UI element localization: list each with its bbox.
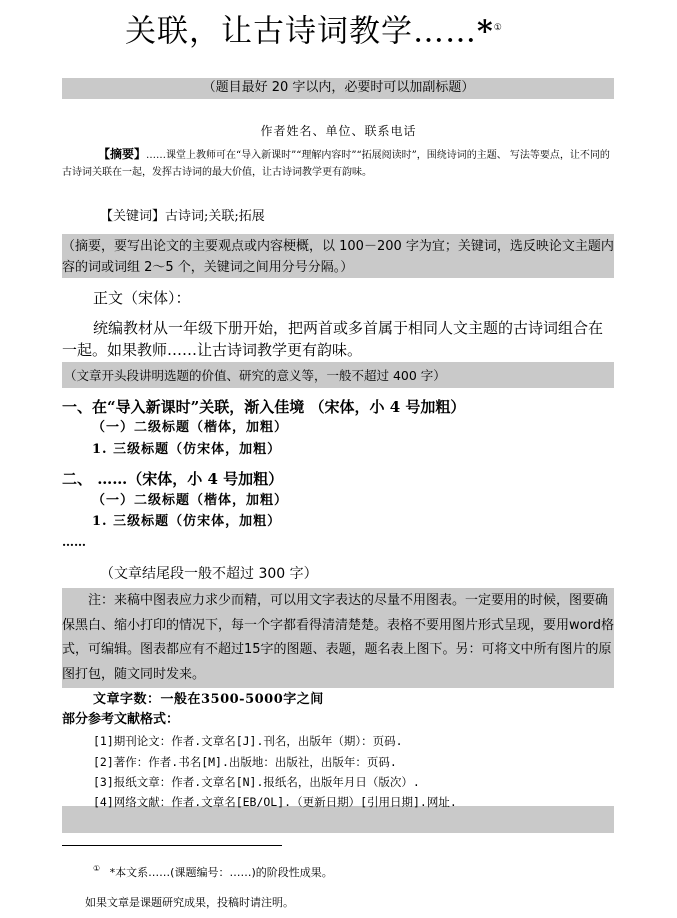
- section1-heading: 一、在“导入新课时”关联，渐入佳境 （宋体，小 4 号加粗）: [62, 398, 466, 416]
- page-title: [125, 8, 503, 52]
- abstract-text: ……课堂上教师可在“导入新课时”“理解内容时”“拓展阅读时”，围绕诗词的主题、 写法等要点，让不同的古诗词关联在一起，发挥古诗词的最大价值，让古诗词教学更有韵味。: [62, 150, 610, 178]
- title-star: *: [477, 14, 494, 50]
- bottom-note: 如果文章是课题研究成果，投稿时请注明。: [85, 896, 294, 909]
- reference-item: [3]报纸文章：作者.文章名[N].报纸名，出版年月日（版次）.: [93, 775, 420, 789]
- abstract: [62, 146, 615, 181]
- abstract-label: 【摘要】: [98, 147, 147, 161]
- body-paragraph: 统编教材从一年级下册开始，把两首或多首属于相同人文主题的古诗词组合在一起。如果教师……让古诗词教学更有韵味。: [62, 319, 604, 359]
- body-label: 正文（宋体）：: [93, 289, 191, 307]
- title-footnote-mark: ①: [493, 23, 503, 33]
- keywords-text: 古诗词;关联;拓展: [165, 209, 265, 224]
- section1-level3: 1. 三级标题（仿宋体，加粗）: [92, 442, 282, 457]
- footnote: [93, 860, 333, 882]
- chart-note: 注：来稿中图表应力求少而精，可以用文字表达的尽量不用图表。一定要用的时候，图要确保黑白、缩小打印的情况下，每一个字都看得清清楚楚。表格不要用图片形式呈现，要用word格式，可编辑。图表都应有不超过15字的图题、表题，题名表上图下。另：可将文中所有图片的原图打包，随文同时发来。: [62, 593, 614, 682]
- ending-note: （文章结尾段一般不超过 300 字）: [100, 566, 318, 582]
- title-text: 关联，让古诗词教学……: [125, 13, 477, 50]
- reference-item: [4]网络文献：作者.文章名[EB/OL].（更新日期）[引用日期].网址.: [93, 795, 457, 809]
- word-count: 文章字数：一般在3500-5000字之间: [93, 692, 324, 707]
- footnote-mark: ①: [93, 864, 101, 873]
- opening-note: （文章开头段讲明选题的价值、研究的意义等，一般不超过 400 字）: [64, 368, 446, 383]
- keywords: [100, 207, 265, 227]
- references-heading: 部分参考文献格式：: [62, 712, 180, 727]
- section2-level2: （一）二级标题（楷体，加粗）: [92, 493, 289, 508]
- author-line: 作者姓名、单位、联系电话: [260, 124, 417, 138]
- abstract-note: （摘要，要写出论文的主要观点或内容梗概，以 100－200 字为宜；关键词，选反映论文主题内容的词或词组 2～5 个，关键词之间用分号分隔。）: [62, 239, 614, 275]
- title-note: （题目最好 20 字以内，必要时可以加副标题）: [202, 80, 475, 95]
- reference-item: [2]著作：作者.书名[M].出版地：出版社，出版年：页码.: [93, 755, 397, 769]
- section1-level2: （一）二级标题（楷体，加粗）: [92, 420, 289, 435]
- footnote-separator: [62, 845, 282, 846]
- section2-level3: 1. 三级标题（仿宋体，加粗）: [92, 514, 282, 529]
- footnote-text: *本文系……(课题编号：……)的阶段性成果。: [109, 865, 333, 879]
- keywords-label: 【关键词】: [100, 209, 166, 224]
- reference-item: [1]期刊论文：作者.文章名[J].刊名，出版年（期）：页码.: [93, 734, 403, 748]
- ellipsis: ……: [62, 535, 86, 549]
- section2-heading: 二、 ……（宋体，小 4 号加粗）: [62, 470, 284, 488]
